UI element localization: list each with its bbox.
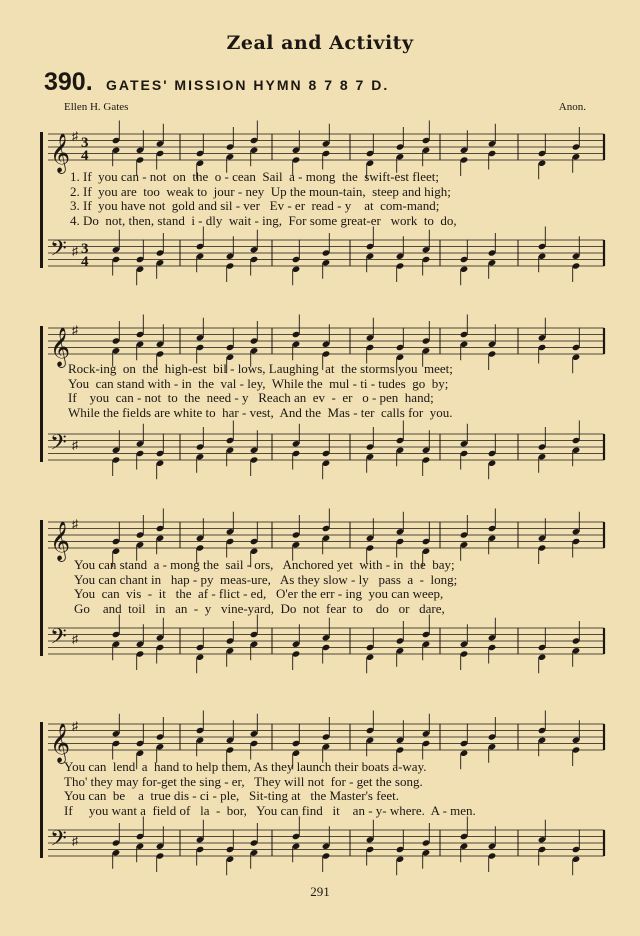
- music-system-2: [40, 312, 612, 494]
- svg-text:♯: ♯: [72, 323, 78, 337]
- section-title: Zeal and Activity: [226, 32, 414, 54]
- svg-text:𝄞: 𝄞: [50, 723, 71, 763]
- lyric-verse-1: You can stand a - mong the sail - ors, Anchored yet with - in the bay;: [74, 557, 455, 572]
- svg-text:𝄢: 𝄢: [50, 624, 67, 655]
- music-system-4: [40, 708, 612, 888]
- lyric-verse-4: While the fields are white to har - vest, And the Mas - ter calls for you.: [68, 404, 453, 420]
- svg-text:♯: ♯: [72, 438, 78, 452]
- music-system-1: [40, 118, 612, 300]
- lyric-verse-3: You can be a true dis - ci - ple, Sit-ting at the Master's feet.: [64, 788, 399, 804]
- lyric-verse-4: Go and toil in an - y vine-yard, Do not fear to do or dare,: [74, 600, 445, 616]
- svg-text:4: 4: [81, 148, 89, 164]
- svg-text:♯: ♯: [72, 719, 78, 733]
- svg-text:4: 4: [81, 254, 89, 270]
- svg-text:𝄢: 𝄢: [50, 826, 67, 857]
- lyrics-block: [68, 362, 608, 420]
- music-system-3: [40, 506, 612, 688]
- hymn-title: GATES' MISSION HYMN 8 7 8 7 D.: [106, 77, 390, 93]
- author-credit: Ellen H. Gates: [64, 101, 129, 113]
- lyrics-block: [70, 170, 610, 228]
- lyric-verse-4: 4. Do not, then, stand i - dly wait - ing, For some great-er work to do,: [70, 212, 457, 228]
- svg-text:𝄢: 𝄢: [50, 236, 67, 267]
- hymn-number: 390.: [44, 68, 93, 96]
- lyric-verse-2: Tho' they may for-get the sing - er, They will not for - get the song.: [64, 773, 423, 789]
- composer-credit: Anon.: [558, 101, 586, 113]
- svg-text:𝄢: 𝄢: [50, 430, 67, 461]
- svg-text:♯: ♯: [72, 834, 78, 848]
- svg-text:♯: ♯: [72, 244, 78, 258]
- lyric-verse-3: You can vis - it the af - flict - ed, O'er the err - ing you can weep,: [74, 586, 444, 602]
- lyrics-block: [64, 760, 604, 818]
- lyric-verse-4: If you want a field of la - bor, You can find it an - y- where. A - men.: [64, 802, 476, 818]
- svg-text:♯: ♯: [72, 632, 78, 646]
- lyric-verse-2: You can chant in hap - py meas-ure, As they slow - ly pass a - long;: [74, 571, 458, 587]
- lyric-verse-2: You can stand with - in the val - ley, While the mul - ti - tudes go by;: [68, 375, 449, 391]
- svg-text:♯: ♯: [72, 517, 78, 531]
- page-number: 291: [310, 884, 330, 899]
- lyric-verse-1: You can lend a hand to help them, As they launch their boats a-way.: [64, 759, 427, 774]
- svg-text:♯: ♯: [72, 129, 78, 143]
- svg-text:𝄞: 𝄞: [50, 521, 71, 561]
- svg-text:𝄞: 𝄞: [50, 327, 71, 367]
- svg-text:3: 3: [81, 241, 89, 257]
- svg-text:𝄞: 𝄞: [50, 133, 71, 173]
- lyric-verse-3: If you can - not to the need - y Reach an ev - er o - pen hand;: [68, 390, 434, 406]
- svg-text:3: 3: [81, 135, 89, 151]
- lyrics-block: [74, 558, 614, 616]
- lyric-verse-2: 2. If you are too weak to jour - ney Up the moun-tain, steep and high;: [70, 183, 451, 199]
- lyric-verse-1: 1. If you can - not on the o - cean Sail a - mong the swift-est fleet;: [70, 169, 439, 184]
- lyric-verse-3: 3. If you have not gold and sil - ver Ev - er read - y at com-mand;: [70, 198, 440, 214]
- lyric-verse-1: Rock-ing on the high-est bil - lows, Laughing at the storms you meet;: [68, 361, 453, 376]
